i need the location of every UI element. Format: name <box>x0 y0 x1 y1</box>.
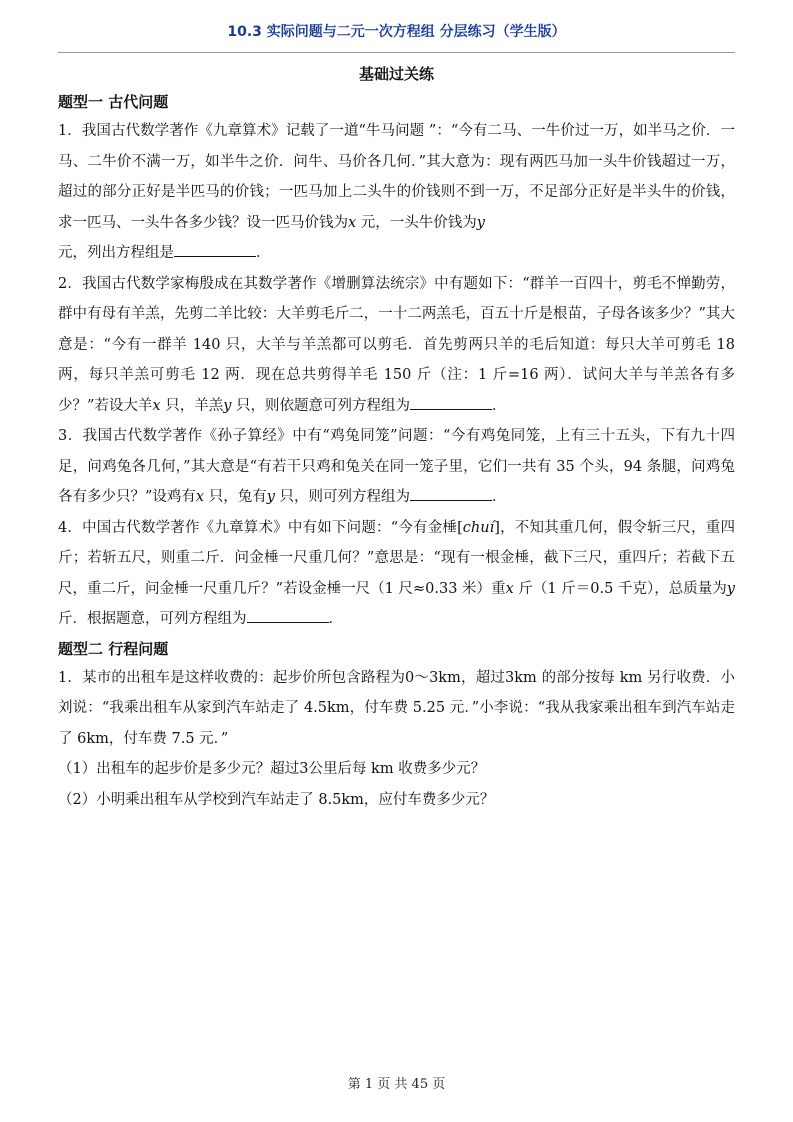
question-4: 4．中国古代数学著作《九章算术》中有如下问题：“今有金棰[chuí]，不知其重几何，假令斩三尺，重四斤；若斩五尺，则重二斤．问金棰一尺重几何？”意思是：“现有一根金棰，截下三尺，重四斤；若截下五尺，重二斤，问金棰一尺重几斤？”若设金棰一尺（1 尺≈0.33 米）重x 斤（1 斤＝0.5 千克），总质量为y 斤．根据题意，可列方程组为 ． <box>58 519 736 627</box>
question-2: 2．我国古代数学家梅殷成在其数学著作《增删算法统宗》中有题如下：“群羊一百四十，剪毛不惮勤劳，群中有母有羊羔，先剪二羊比较：大羊剪毛斤二，一十二两羔毛，百五十斤是根苗，子母各该多少？”其大意是：“今有一群羊 140 只，大羊与羊羔都可以剪毛．首先剪两只羊的毛后知道：每只大羊可剪毛 18 两，每只羊羔可剪毛 12 两．现在总共剪得羊毛 150 斤（注：1 斤=16 两）．试问大羊与羊羔各有多少？”若设大羊x 只，羊羔y 只，则依题意可列方程组为 ． <box>58 275 735 414</box>
page-content <box>58 60 735 815</box>
type1-heading: 题型一 古代问题 <box>58 93 169 111</box>
page-footer: 第 1 页 共 45 页 <box>347 1077 446 1092</box>
section-title: 基础过关练 <box>358 65 434 83</box>
answer-blank[interactable] <box>174 242 256 257</box>
travel-question-1: 1．某市的出租车是这样收费的：起步价所包含路程为0～3km，超过3km 的部分按每 km 另行收费．小刘说：“我乘出租车从家到汽车站走了 4.5km，付车费 5.25 元．”小李说：“我从我家乘出租车到汽车站走了 6km，付车费 7.5 元．” <box>58 669 735 747</box>
sub-question-1: （1）出租车的起步价是多少元？超过3公里后每 km 收费多少元？ <box>58 761 486 777</box>
question-3: 3．我国古代数学著作《孙子算经》中有“鸡兔同笼”问题：“今有鸡兔同笼，上有三十五头，下有九十四足，问鸡兔各几何，”其大意是“有若干只鸡和兔关在同一笼子里，它们一共有 35 个头，94 条腿，问鸡兔各有多少只？”设鸡有x 只，兔有y 只，则可列方程组为 ． <box>58 428 735 505</box>
type2-heading: 题型二 行程问题 <box>58 639 169 658</box>
question-1: 1．我国古代数学著作《九章算术》记载了一道“牛马问题 ”：“今有二马、一牛价过一万，如半马之价．一马、二牛价不满一万，如半牛之价．问牛、马价各几何．”其大意为：现有两匹马加一头牛价钱超过一万，超过的部分正好是半匹马的价钱；一匹马加上二头牛的价钱则不到一万，不足部分正好是半头牛的价钱，求一匹马、一头牛各多少钱？设一匹马价钱为x 元，一头牛价钱为y 元，列出方程组是 ． <box>58 123 735 261</box>
answer-blank[interactable] <box>410 486 492 501</box>
answer-blank[interactable] <box>410 395 492 410</box>
page-header <box>58 20 735 53</box>
sub-question-2: （2）小明乘出租车从学校到汽车站走了 8.5km，应付车费多少元？ <box>58 791 495 808</box>
document-title: 10.3 实际问题与二元一次方程组 分层练习（学生版） <box>227 24 566 40</box>
answer-blank[interactable] <box>247 608 329 623</box>
